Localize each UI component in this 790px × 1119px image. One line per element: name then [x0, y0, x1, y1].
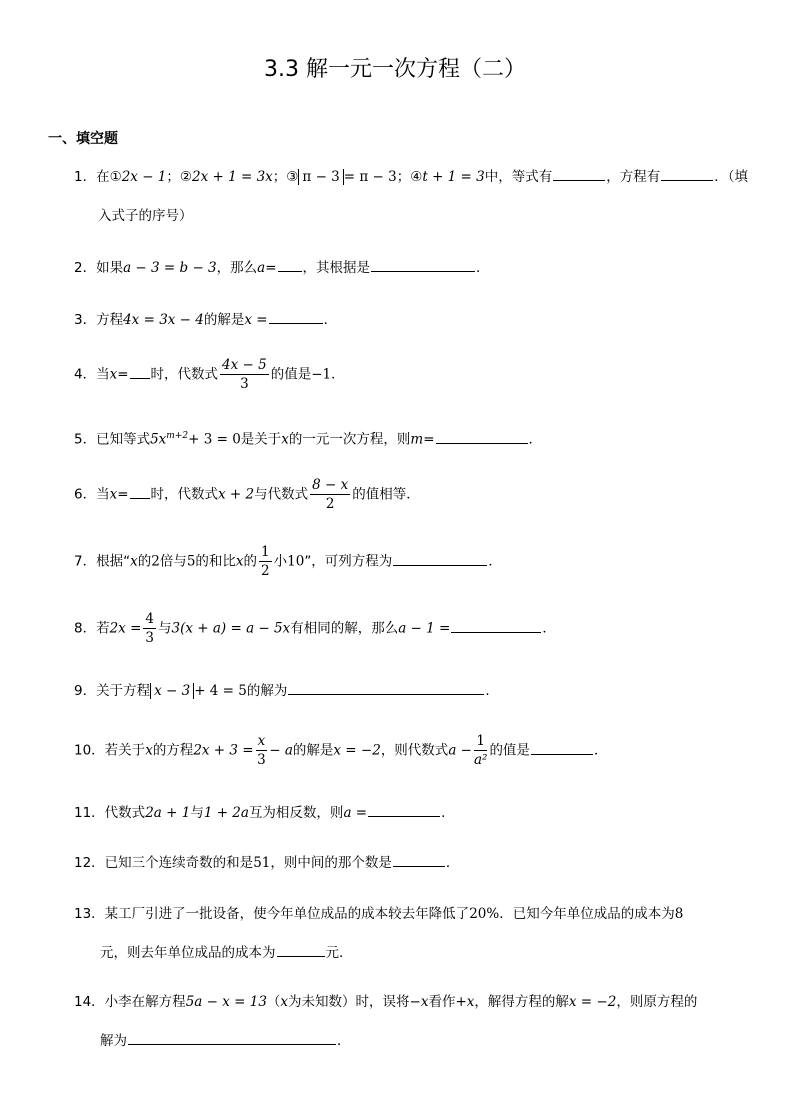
question-3: 3．方程4x = 3x − 4的解是x = ．: [74, 309, 754, 330]
answer-blank[interactable]: [451, 618, 541, 633]
question-10: 10．若关于x的方程2x + 3 = $\frac{x}{3}$ − a的解是x = −2，则代数式a − $\frac{1}{\text{a²}}$ 的值是 ．: [74, 733, 608, 768]
question-1: 1．在①2x − 1；②2x + 1 = 3x；③ π − 3 = π − 3；④t + 1 = 3中，等式有 ，方程有 ．（填: [74, 166, 754, 187]
fraction: $\frac{x}{3}$: [257, 733, 266, 768]
question-8: 8．若2x = $\frac{4}{3}$ 与3(x + a) = a − 5x有相同的解，那么a − 1 = ．: [74, 611, 556, 646]
answer-blank[interactable]: [553, 166, 605, 181]
question-7: 7．根据“x的2倍与5的和比x的 $\frac{1}{2}$ 小10”，可列方程为 ．: [74, 544, 502, 579]
question-6: 6．当x= 时，代数式x + 2与代数式 $\frac{8 - x}{2}$ 的值相等．: [74, 477, 420, 512]
question-13: 13．某工厂引进了一批设备，使今年单位成品的成本较去年降低了20%．已知今年单位成品的成本为8: [74, 906, 684, 922]
question-12: 12．已知三个连续奇数的和是51，则中间的那个数是 ．: [74, 852, 754, 873]
question-5: 5．已知等式$5x^{m+2}+ 3 = 0$是关于x的一元一次方程，则m= ．: [74, 426, 754, 450]
answer-blank[interactable]: [531, 740, 593, 755]
answer-blank[interactable]: [288, 680, 484, 695]
question-13-continued: 元，则去年单位成品的成本为 元．: [100, 942, 780, 963]
answer-blank[interactable]: [393, 551, 487, 566]
question-14-continued: 解为 ．: [100, 1030, 780, 1051]
answer-blank[interactable]: [436, 429, 528, 444]
answer-blank[interactable]: [130, 484, 150, 499]
section-heading: 一、填空题: [48, 131, 118, 147]
question-4: 4．当x= 时，代数式 $\frac{4x - 5}{3}$ 的值是−1．: [74, 357, 345, 392]
answer-blank[interactable]: [130, 364, 150, 379]
answer-blank[interactable]: [368, 802, 440, 817]
answer-blank[interactable]: [128, 1030, 336, 1045]
question-14: 14．小李在解方程5a − x = 13（x为未知数）时，误将−x看作+x，解得方程的解x = −2，则原方程的: [74, 994, 698, 1010]
answer-blank[interactable]: [269, 309, 323, 324]
question-9: 9．关于方程 x − 3 + 4 = 5的解为 ．: [74, 680, 754, 701]
question-2: 2．如果a − 3 = b − 3，那么a= ，其根据是 ．: [74, 257, 754, 278]
answer-blank[interactable]: [393, 852, 445, 867]
page-title: 3.3 解一元一次方程（二）: [264, 57, 526, 82]
answer-blank[interactable]: [371, 257, 475, 272]
question-1-continued: 入式子的序号）: [98, 208, 193, 224]
fraction: $\frac{8 - x}{2}$: [312, 477, 349, 512]
answer-blank[interactable]: [277, 942, 325, 957]
answer-blank[interactable]: [661, 166, 713, 181]
fraction: $\frac{4x - 5}{3}$: [222, 357, 267, 392]
fraction: $\frac{4}{3}$: [145, 611, 154, 646]
answer-blank[interactable]: [278, 257, 302, 272]
fraction: $\frac{1}{\text{a²}}$: [473, 733, 488, 768]
fraction: $\frac{1}{2}$: [261, 544, 270, 579]
question-11: 11．代数式2a + 1与1 + 2a互为相反数，则a = ．: [74, 802, 754, 823]
